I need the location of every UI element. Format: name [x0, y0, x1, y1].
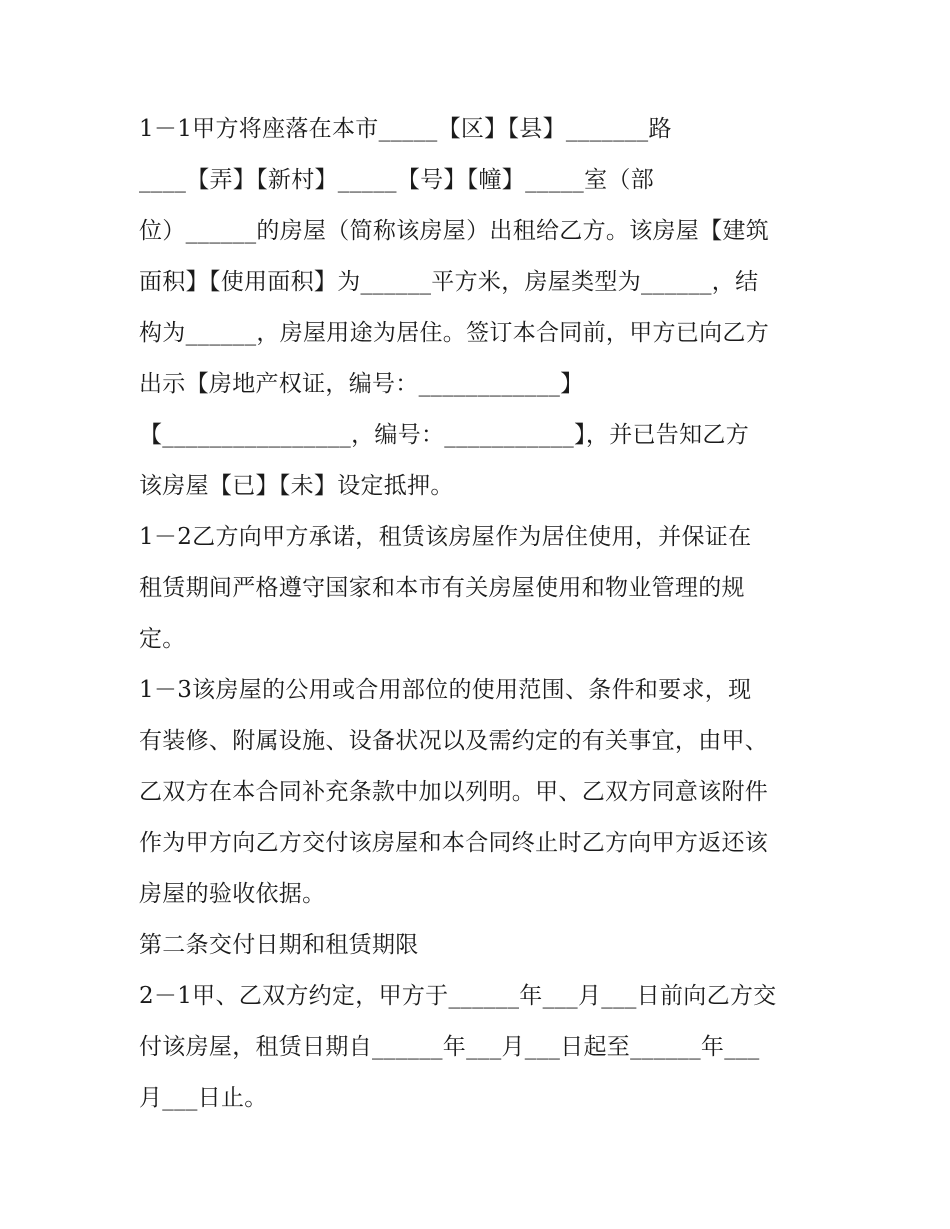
text-line: 1－1甲方将座落在本市_____【区】【县】_______路: [139, 116, 672, 142]
text-line: 面积】【使用面积】为______平方米，房屋类型为______，结: [139, 269, 759, 295]
text-line: 租赁期间严格遵守国家和本市有关房屋使用和物业管理的规: [139, 575, 745, 601]
text-line: 2－1甲、乙双方约定，甲方于______年___月___日前向乙方交: [139, 983, 777, 1009]
text-line: 出示【房地产权证，编号：____________】: [139, 371, 584, 397]
text-line: 有装修、附属设施、设备状况以及需约定的有关事宜，由甲、: [139, 728, 769, 754]
text-line: 构为______，房屋用途为居住。签订本合同前，甲方已向乙方: [139, 320, 769, 346]
text-line: 1－2乙方向甲方承诺，租赁该房屋作为居住使用，并保证在: [139, 524, 752, 550]
contract-page: [139, 104, 829, 1124]
text-line: 月___日止。: [139, 1085, 268, 1111]
text-line: 定。: [139, 626, 186, 652]
text-line: 【________________，编号：___________】，并已告知乙方: [139, 422, 749, 448]
text-line: 该房屋【已】【未】设定抵押。: [139, 473, 454, 499]
text-line: ____【弄】【新村】_____【号】【幢】_____室（部: [139, 167, 654, 193]
section-heading: 第二条交付日期和租赁期限: [139, 932, 419, 958]
text-line: 房屋的验收依据。: [139, 881, 326, 907]
text-line: 位）______的房屋（简称该房屋）出租给乙方。该房屋【建筑: [139, 218, 769, 244]
text-line: 1－3该房屋的公用或合用部位的使用范围、条件和要求，现: [139, 677, 752, 703]
text-line: 作为甲方向乙方交付该房屋和本合同终止时乙方向甲方返还该: [139, 830, 769, 856]
text-line: 付该房屋，租赁日期自______年___月___日起至______年___: [139, 1034, 760, 1060]
text-line: 乙双方在本合同补充条款中加以列明。甲、乙双方同意该附件: [139, 779, 769, 805]
